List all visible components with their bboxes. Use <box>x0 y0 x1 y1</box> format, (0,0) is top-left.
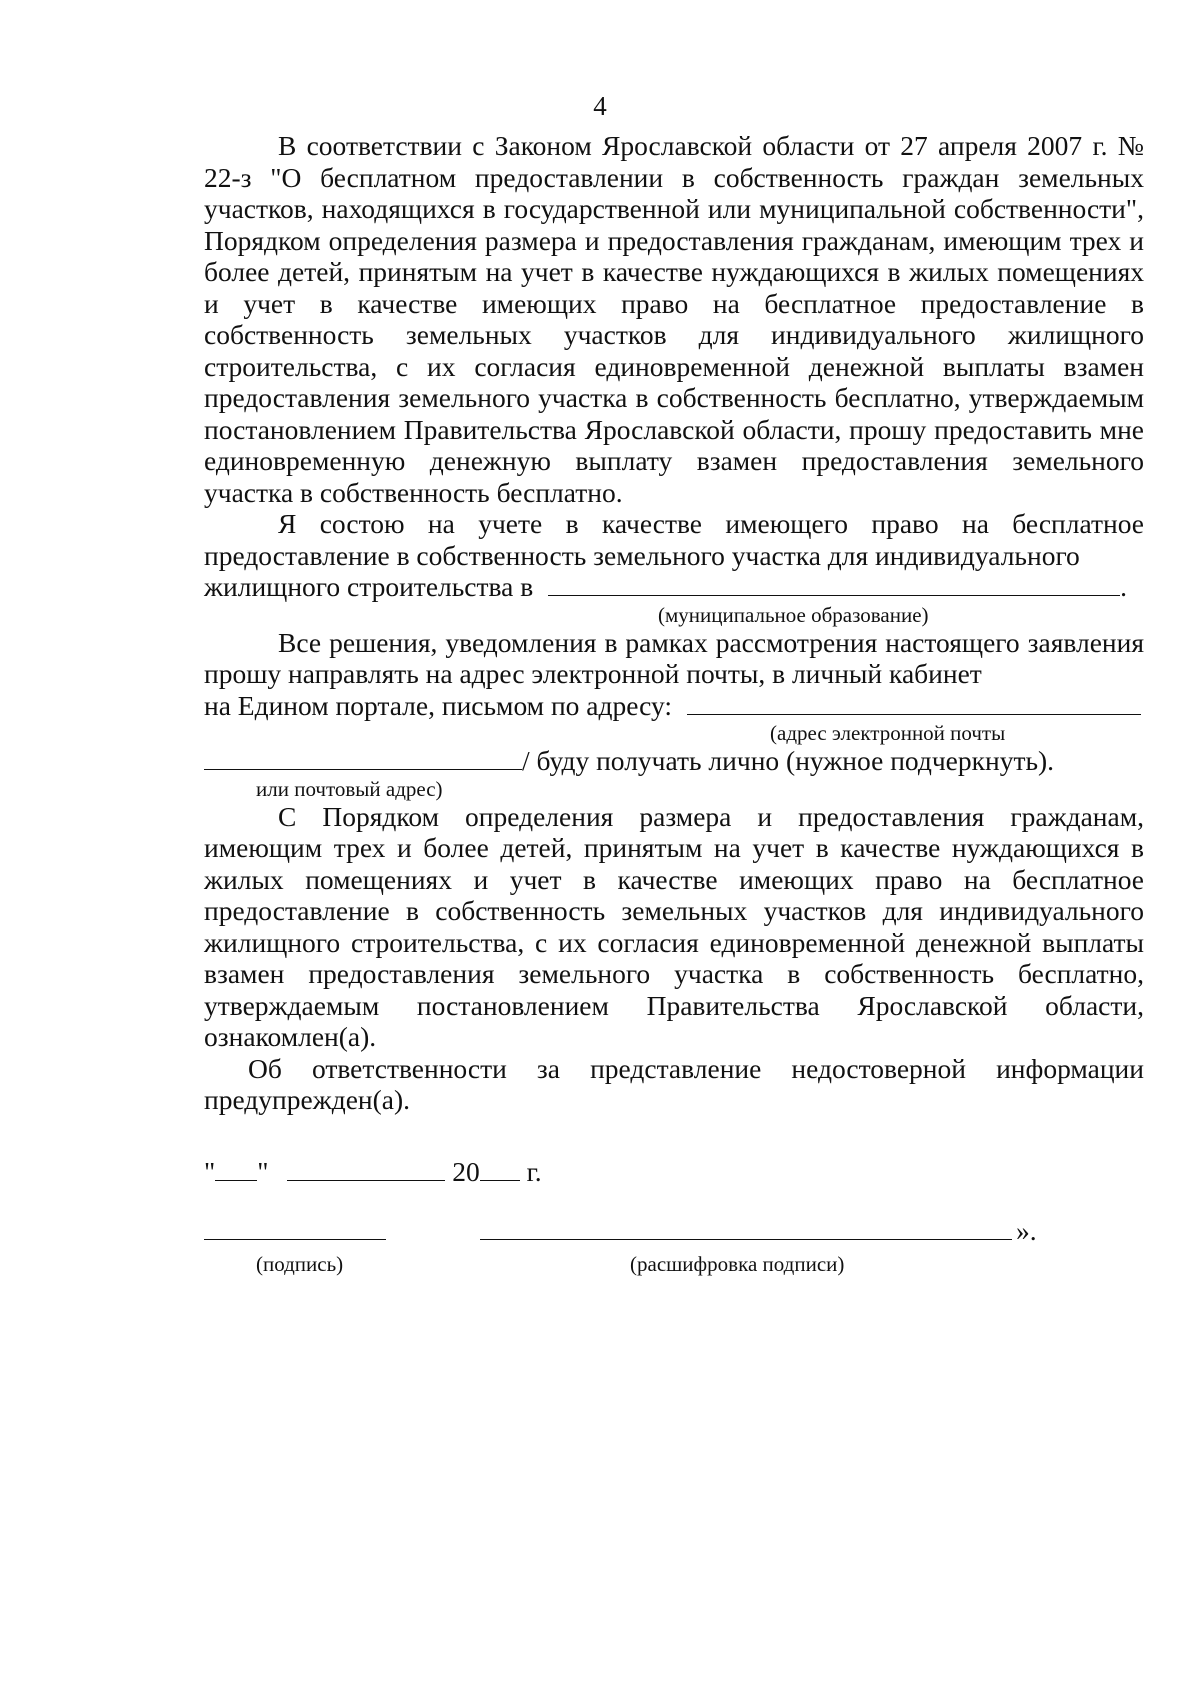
date-quote-close: " <box>257 1155 269 1187</box>
year-suffix: г. <box>526 1155 542 1187</box>
paragraph-responsibility: Об ответственности за представление недостоверной информации предупрежден(а). <box>204 1052 1144 1115</box>
signature-caption: (подпись) <box>256 1252 344 1276</box>
address-continuation-blank[interactable] <box>204 747 522 770</box>
paragraph-request: В соответствии с Законом Ярославской области от 27 апреля 2007 г. № 22-з "О бесплатном предоставлении в собственность граждан земельных участков, находящихся в государственной или муниципальной собственности", Порядком определения размера и предоставления гражданам, имеющим трех и более детей, принятым на учет в качестве нуждающихся в жилых помещениях и учет в качестве имеющих право на бесплатное предоставление в собственность земельных участков для индивидуального жилищного строительства, с их согласия единовременной денежной выплаты взамен предоставления земельного участка в собственность бесплатно, утверждаемым постановлением Правительства Ярославской области, прошу предоставить мне единовременную денежную выплату взамен предоставления земельного участка в собственность бесплатно. <box>204 130 1144 508</box>
receive-personally-text: / буду получать лично (нужное подчеркнуть). <box>522 745 1055 776</box>
date-quote-open: " <box>204 1155 216 1187</box>
signature-row <box>204 1215 1144 1275</box>
postal-hint: или почтовый адрес) <box>256 776 443 801</box>
address-blank[interactable] <box>687 692 1141 715</box>
signature-decoding-blank[interactable] <box>480 1239 1012 1240</box>
paragraph-acknowledgement: С Порядком определения размера и предоставления гражданам, имеющим трех и более детей, принятым на учет в качестве нуждающихся в жилых помещениях и учет в качестве имеющих право на бесплатное предоставление в собственность земельных участков для индивидуального жилищного строительства, с их согласия единовременной денежной выплаты взамен предоставления земельного участка в собственность бесплатно, утверждаемым постановлением Правительства Ярославской области, ознакомлен(а). <box>204 800 1144 1052</box>
date-row <box>204 1156 1144 1188</box>
paragraph-notifications: Все решения, уведомления в рамках рассмотрения настоящего заявления прошу направлять на адрес электронной почты, в личный кабинет <box>204 626 1144 689</box>
address-line <box>204 690 1144 722</box>
year-prefix: 20 <box>452 1155 480 1187</box>
document-body <box>204 130 1144 1275</box>
month-blank[interactable] <box>287 1158 445 1181</box>
paragraph-registration: Я состою на учете в качестве имеющего право на бесплатное предоставление в собственность земельного участка для индивидуального <box>204 508 1144 571</box>
municipality-line-label: жилищного строительства в <box>204 571 534 602</box>
signature-blank[interactable] <box>204 1239 386 1240</box>
signature-decoding-caption: (расшифровка подписи) <box>630 1252 845 1276</box>
signature-end-mark: ». <box>1016 1215 1037 1246</box>
address-line-label: на Едином портале, письмом по адресу: <box>204 689 672 721</box>
page-number: 4 <box>593 91 607 121</box>
municipality-line <box>204 571 1144 603</box>
day-blank[interactable] <box>215 1158 257 1181</box>
municipality-hint: (муниципальное образование) <box>658 602 929 627</box>
municipality-blank[interactable] <box>548 573 1120 596</box>
municipality-line-end: . <box>1120 571 1127 602</box>
receive-line <box>204 745 1144 777</box>
year-blank[interactable] <box>480 1158 520 1181</box>
email-hint: (адрес электронной почты <box>770 721 1006 745</box>
